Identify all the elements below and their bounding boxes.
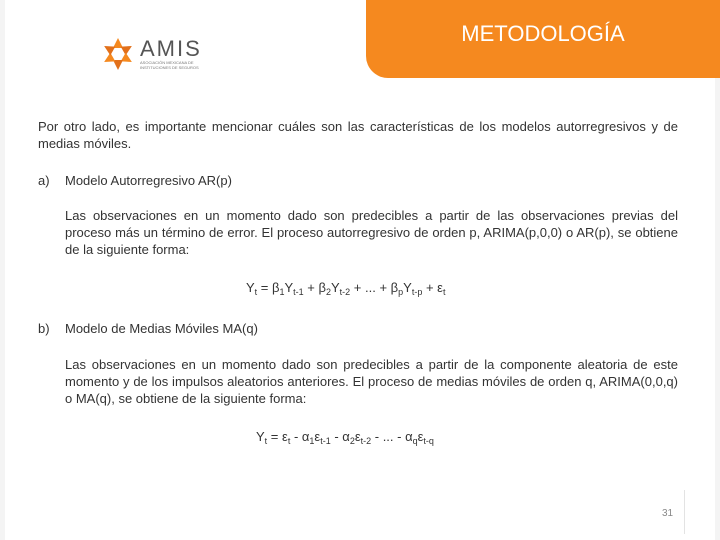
logo-subtitle: ASOCIACIÓN MEXICANA DE INSTITUCIONES DE SEGUROS — [140, 60, 199, 70]
corner-divider — [684, 490, 715, 534]
left-margin-bar — [0, 0, 5, 540]
logo-name: AMIS — [140, 36, 202, 61]
ma-formula: $Y_t = \varepsilon_t - \alpha_1\varepsilon_{t-1} - \alpha_2\varepsilon_{t-2}$ - ... - $\alpha_q\varepsilon_{t-q}$ — [256, 429, 434, 446]
header-banner — [366, 0, 720, 78]
intro-paragraph: Por otro lado, es importante mencionar cuáles son las características de los modelos autorregresivos y de medias móviles. — [38, 119, 678, 151]
amis-logo-icon — [100, 36, 136, 72]
right-margin-bar — [715, 0, 720, 540]
ar-formula: $Y_t = \beta_1Y_{t-1} + \beta_2Y_{t-2}$ + ... + $\beta_pY_{t-p} + \varepsilon_t$ — [246, 280, 446, 297]
item-b-title: Modelo de Medias Móviles MA(q) — [65, 321, 258, 336]
page-title: METODOLOGÍA — [461, 21, 625, 46]
item-b-marker: b) — [38, 321, 50, 336]
item-b-description: Las observaciones en un momento dado son predecibles a partir de la componente aleatoria de este momento y de los impulsos aleatorios anteriores. El proceso de medias móviles de orden q, ARIMA(0,0,q) o MA(q), se obtiene de la siguiente forma: — [65, 357, 678, 406]
page-number: 31 — [662, 508, 674, 519]
item-a-title: Modelo Autorregresivo AR(p) — [65, 173, 232, 188]
item-a-marker: a) — [38, 173, 50, 188]
item-a-description: Las observaciones en un momento dado son predecibles a partir de las observaciones previas del proceso más un término de error. El proceso autorregresivo de orden p, ARIMA(p,0,0) o AR(p), se obtiene de la siguiente forma: — [65, 208, 678, 257]
amis-logo — [100, 36, 210, 76]
